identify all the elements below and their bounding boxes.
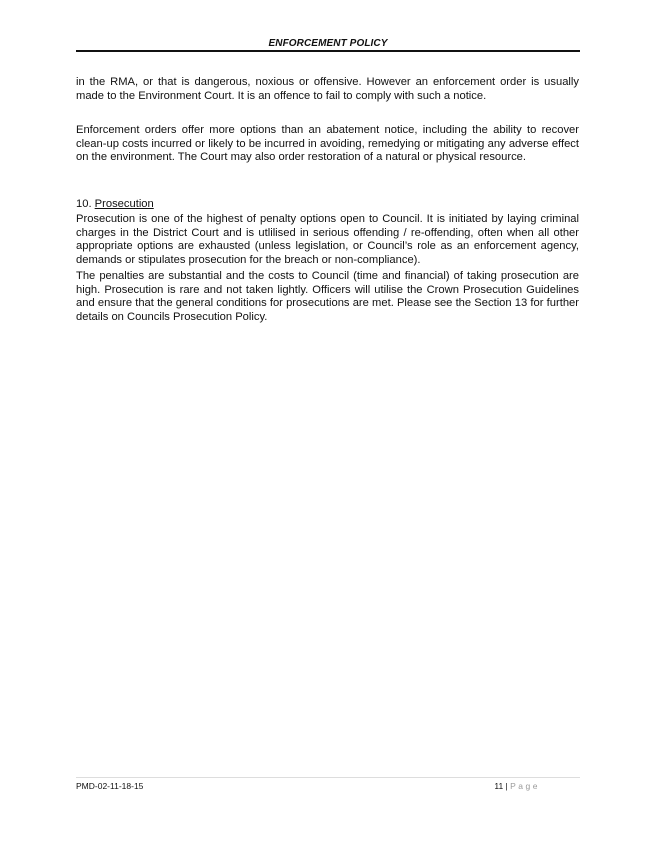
footer-page-word: Page — [510, 781, 540, 791]
header-rule — [76, 50, 580, 52]
paragraph-prosecution-penalties: The penalties are substantial and the costs to Council (time and financial) of taking prosecution are high. Prosecution is rare and not taken lightly. Officers will utilise the Crown Prosecution Guidelines and ensure that the general conditions for prosecutions are met. Please see the Section 13 for further details on Councils Prosecution Policy. — [76, 270, 579, 323]
paragraph-prosecution-intro: Prosecution is one of the highest of penalty options open to Council. It is initiated by laying criminal charges in the District Court and is utlilised in serious offending / re-offending, often when all other appropriate options are exhausted (unless legislation, or Council’s role as an enforcement agency, demands or stipulates prosecution for the breach or non-compliance). — [76, 213, 579, 266]
footer-document-code: PMD-02-11-18-15 — [76, 781, 144, 791]
section-number: 10. — [76, 198, 92, 210]
paragraph-rma-continuation: in the RMA, or that is dangerous, noxious or offensive. However an enforcement order is usually made to the Environment Court. It is an offence to fail to comply with such a notice. — [76, 76, 579, 102]
paragraph-enforcement-orders: Enforcement orders offer more options than an abatement notice, including the ability to recover clean-up costs incurred or likely to be incurred in avoiding, remedying or mitigating any adverse effect on the environment. The Court may also order restoration of a natural or physical resource. — [76, 124, 579, 164]
page-header-title: ENFORCEMENT POLICY — [268, 38, 388, 49]
section-heading — [76, 198, 579, 212]
section-title: Prosecution — [94, 198, 154, 210]
footer-separator: | — [505, 781, 508, 791]
footer-rule — [76, 777, 580, 778]
footer-page-indicator — [494, 781, 540, 791]
footer-page-number: 11 — [494, 781, 504, 791]
